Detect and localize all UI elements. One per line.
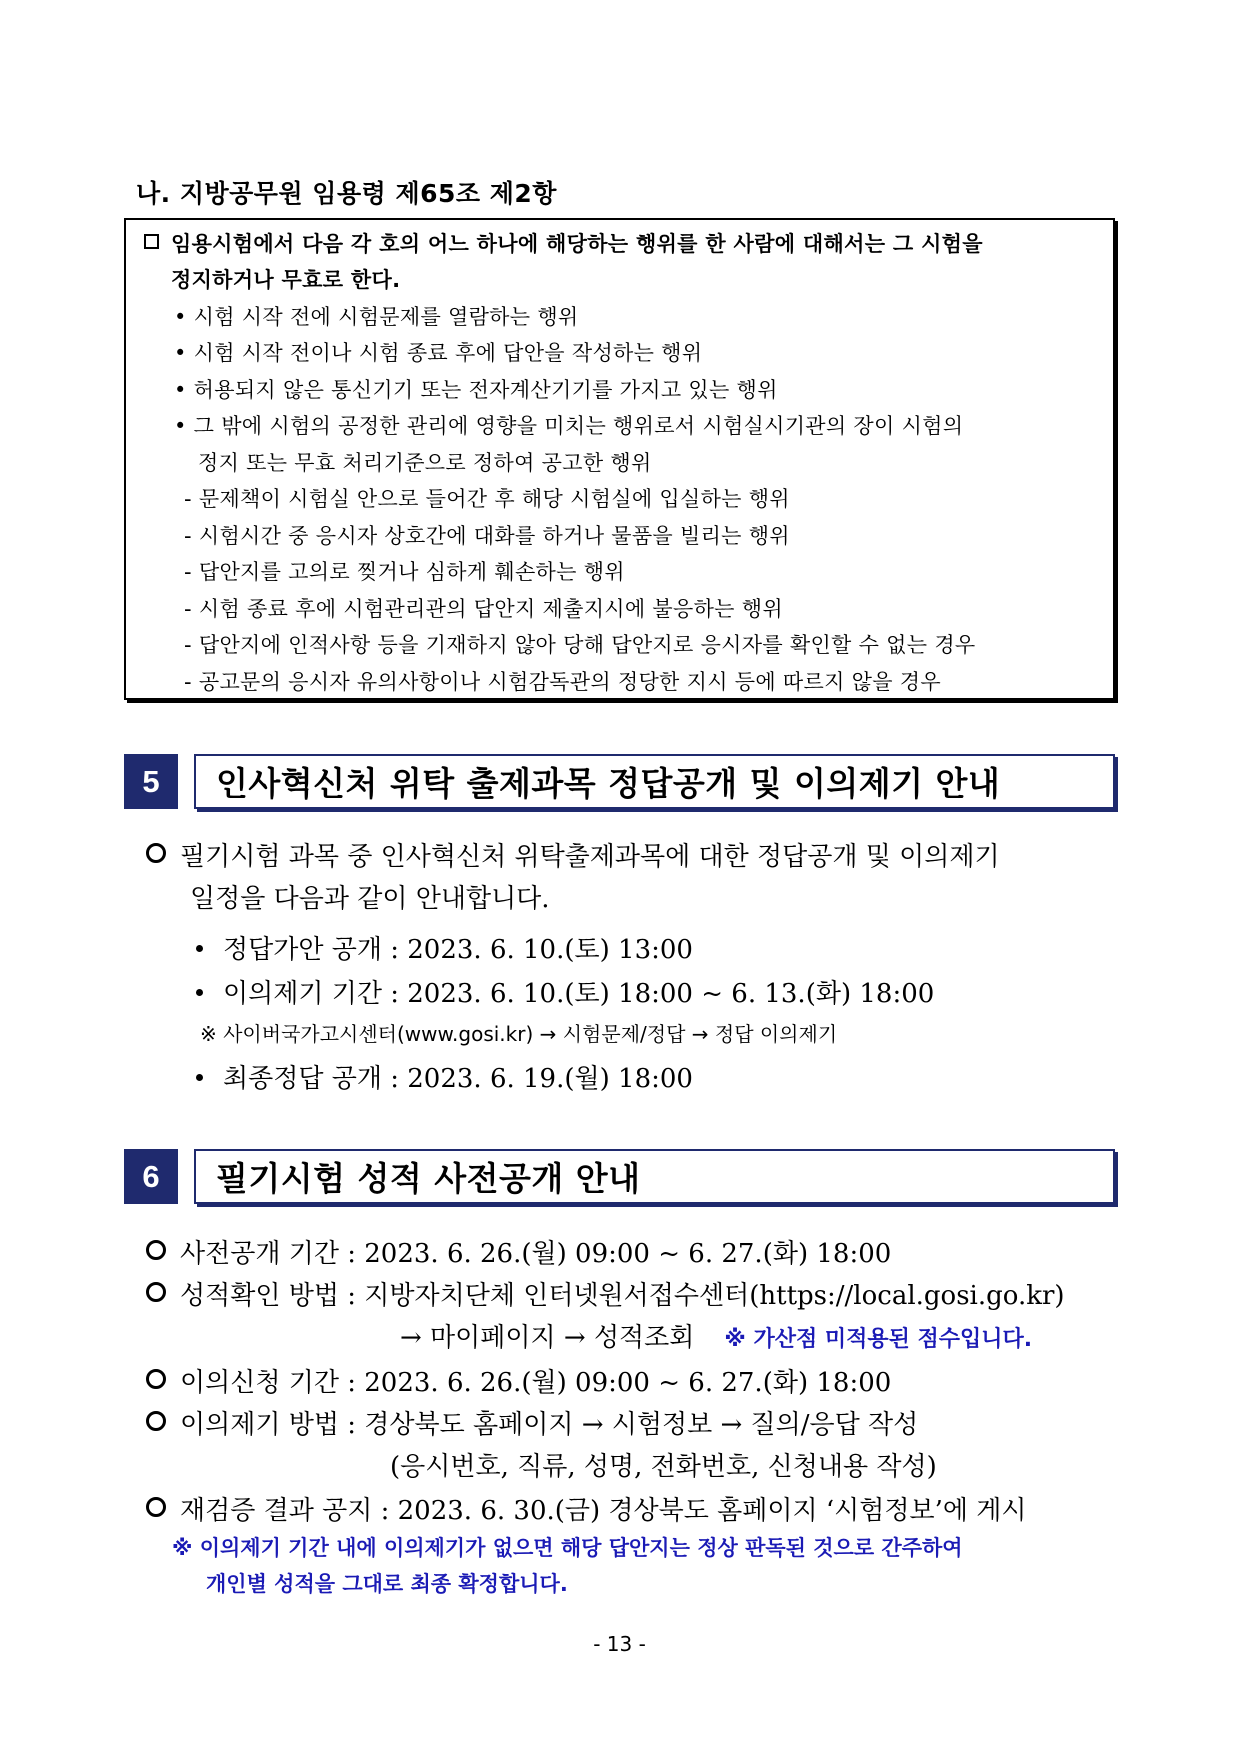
section-5-intro-text-1: 필기시험 과목 중 인사혁신처 위탁출제과목에 대한 정답공개 및 이의제기 xyxy=(180,842,1000,872)
score-item-text: 재검증 결과 공지 : 2023. 6. 30.(금) 경상북도 홈페이지 ‘시험정보’에 게시 xyxy=(180,1496,1027,1526)
bullet-dot-icon xyxy=(196,1074,203,1081)
score-item-text: 이의신청 기간 : 2023. 6. 26.(월) 09:00 ~ 6. 27.(화) 18:00 xyxy=(180,1368,892,1398)
score-item xyxy=(146,1404,918,1441)
score-item-text: 이의제기 방법 : 경상북도 홈페이지 → 시험정보 → 질의/응답 작성 xyxy=(180,1410,919,1440)
regulation-intro-text-2: 정지하거나 무효로 한다. xyxy=(171,268,401,292)
schedule-item-text: 최종정답 공개 : 2023. 6. 19.(월) 18:00 xyxy=(223,1064,693,1094)
circle-bullet-icon xyxy=(146,1497,166,1517)
regulation-box xyxy=(124,218,1115,700)
gosi-site-note: ※ 사이버국가고시센터(www.gosi.kr) → 시험문제/정답 → 정답 이의제기 xyxy=(200,1022,838,1046)
bonus-note: ※ 가산점 미적용된 점수입니다. xyxy=(724,1327,1033,1352)
schedule-item xyxy=(196,973,934,1010)
circle-bullet-icon xyxy=(146,843,166,863)
score-item-text: 사전공개 기간 : 2023. 6. 26.(월) 09:00 ~ 6. 27.(화) 18:00 xyxy=(180,1239,892,1269)
regulation-bullet: • 그 밖에 시험의 공정한 관리에 영향을 미치는 행위로서 시험실시기관의 장이 시험의 xyxy=(174,414,964,438)
regulation-bullet-continuation: 정지 또는 무효 처리기준으로 정하여 공고한 행위 xyxy=(198,451,652,475)
final-note-line-1: ※ 이의제기 기간 내에 이의제기가 없으면 해당 답안지는 정상 판독된 것으로 간주하여 xyxy=(172,1536,963,1560)
bullet-dot-icon xyxy=(196,945,203,952)
section-5-intro-text-2: 일정을 다음과 같이 안내합니다. xyxy=(190,884,550,914)
circle-bullet-icon xyxy=(146,1240,166,1260)
section-6-title: 필기시험 성적 사전공개 안내 xyxy=(194,1149,1115,1204)
schedule-item-text: 이의제기 기간 : 2023. 6. 10.(토) 18:00 ~ 6. 13.(화) 18:00 xyxy=(223,979,935,1009)
final-note-line-2: 개인별 성적을 그대로 최종 확정합니다. xyxy=(206,1572,568,1596)
section-5-intro xyxy=(146,836,1000,873)
circle-bullet-icon xyxy=(146,1411,166,1431)
regulation-dash-item: - 답안지를 고의로 찢거나 심하게 훼손하는 행위 xyxy=(184,560,625,584)
regulation-intro-text-1: 임용시험에서 다음 각 호의 어느 하나에 해당하는 행위를 한 사람에 대해서는 그 시험을 xyxy=(171,232,983,256)
section-5-title: 인사혁신처 위탁 출제과목 정답공개 및 이의제기 안내 xyxy=(194,754,1115,809)
bullet-dot-icon xyxy=(196,989,203,996)
score-item-continuation xyxy=(400,1317,1032,1354)
regulation-intro xyxy=(144,228,983,258)
section-6-number: 6 xyxy=(124,1149,178,1204)
schedule-item xyxy=(196,1058,693,1095)
regulation-dash-item: - 시험 종료 후에 시험관리관의 답안지 제출지시에 불응하는 행위 xyxy=(184,597,783,621)
score-path-text: → 마이페이지 → 성적조회 xyxy=(400,1323,695,1353)
regulation-dash-item: - 문제책이 시험실 안으로 들어간 후 해당 시험실에 입실하는 행위 xyxy=(184,487,790,511)
regulation-bullet: • 허용되지 않은 통신기기 또는 전자계산기기를 가지고 있는 행위 xyxy=(174,378,778,402)
score-item xyxy=(146,1362,891,1399)
regulation-bullet: • 시험 시작 전에 시험문제를 열람하는 행위 xyxy=(174,305,579,329)
section-5-number: 5 xyxy=(124,754,178,809)
page-number: - 13 - xyxy=(593,1632,646,1656)
circle-bullet-icon xyxy=(146,1282,166,1302)
regulation-dash-item: - 시험시간 중 응시자 상호간에 대화를 하거나 물품을 빌리는 행위 xyxy=(184,524,790,548)
subsection-heading: 나. 지방공무원 임용령 제65조 제2항 xyxy=(136,179,557,208)
score-item-text: 성적확인 방법 : 지방자치단체 인터넷원서접수센터(https://local.gosi.go.kr) xyxy=(180,1281,1065,1311)
schedule-item-text: 정답가안 공개 : 2023. 6. 10.(토) 13:00 xyxy=(223,935,693,965)
score-item xyxy=(146,1233,891,1270)
regulation-dash-item: - 답안지에 인적사항 등을 기재하지 않아 당해 답안지로 응시자를 확인할 수 없는 경우 xyxy=(184,633,976,657)
regulation-bullet: • 시험 시작 전이나 시험 종료 후에 답안을 작성하는 행위 xyxy=(174,341,703,365)
circle-bullet-icon xyxy=(146,1369,166,1389)
checkbox-square-icon xyxy=(144,234,159,249)
score-item xyxy=(146,1275,1065,1312)
score-item xyxy=(146,1490,1026,1527)
score-item-continuation: (응시번호, 직류, 성명, 전화번호, 신청내용 작성) xyxy=(390,1452,937,1482)
schedule-item xyxy=(196,929,693,966)
regulation-dash-item: - 공고문의 응시자 유의사항이나 시험감독관의 정당한 지시 등에 따르지 않을 경우 xyxy=(184,670,941,694)
